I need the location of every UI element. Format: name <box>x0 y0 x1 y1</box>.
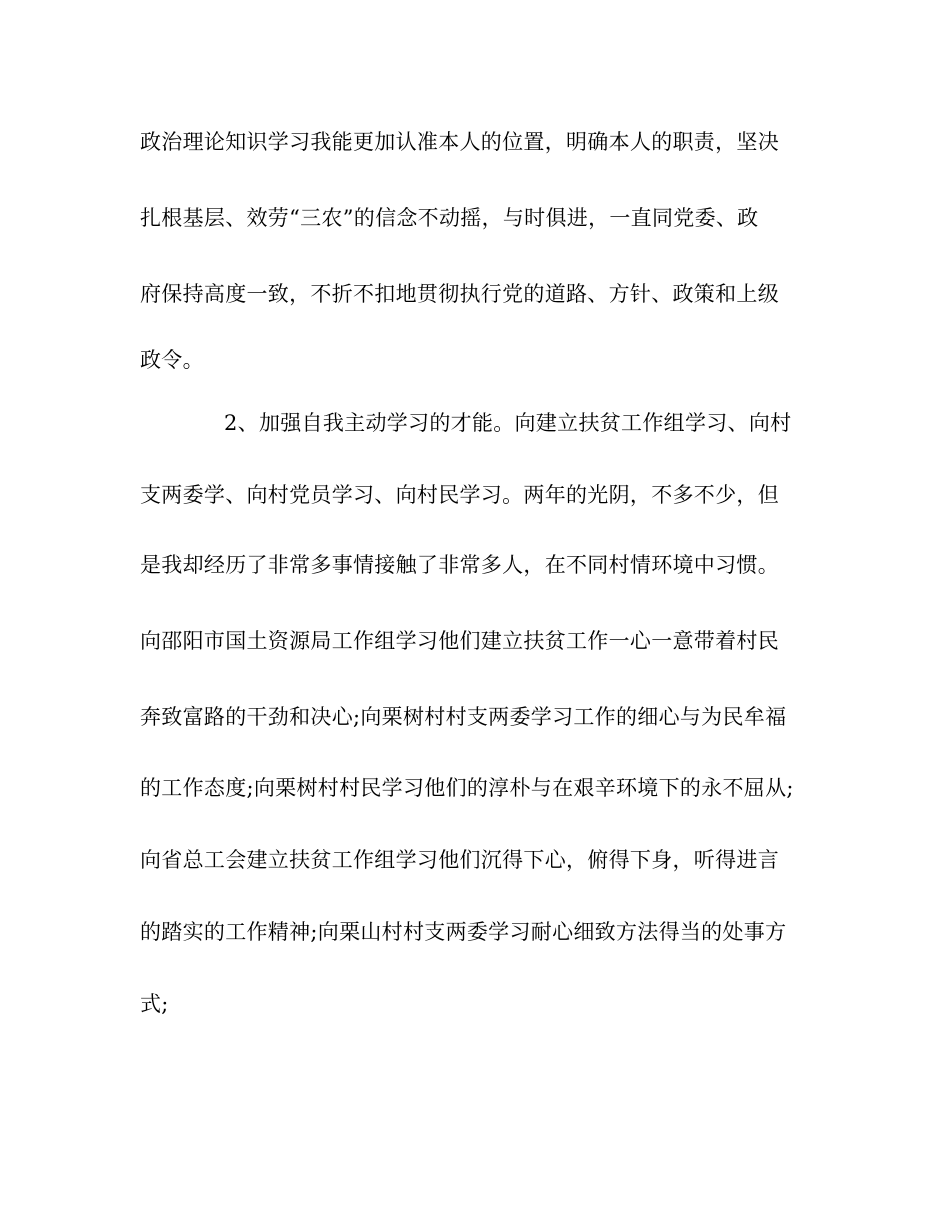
text-line-9: 奔致富路的干劲和决心;向栗树村村支两委学习工作的细心与为民牟福 <box>140 705 787 729</box>
text-line-7: 是我却经历了非常多事情接触了非常多人，在不同村情环境中习惯。 <box>140 553 779 577</box>
text-line-11: 向省总工会建立扶贫工作组学习他们沉得下心，俯得下身，听得进言 <box>140 848 779 872</box>
paragraph-2-first-line: 2、加强自我主动学习的才能。向建立扶贫工作组学习、向村 <box>224 411 792 435</box>
text-line-1: 政治理论知识学习我能更加认准本人的位置，明确本人的职责，坚决 <box>140 130 779 154</box>
text-line-3: 府保持高度一致，不折不扣地贯彻执行党的道路、方针、政策和上级 <box>140 282 779 306</box>
text-line-8: 向邵阳市国土资源局工作组学习他们建立扶贫工作一心一意带着村民 <box>140 629 779 653</box>
text-line-12: 的踏实的工作精神;向栗山村村支两委学习耐心细致方法得当的处事方 <box>140 920 787 944</box>
text-line-10: 的工作态度;向栗树村村民学习他们的淳朴与在艰辛环境下的永不屈从; <box>140 776 794 800</box>
text-line-2: 扎根基层、效劳“三农”的信念不动摇，与时俱进，一直同党委、政 <box>140 206 759 230</box>
text-line-4: 政令。 <box>140 348 204 372</box>
text-line-13: 式; <box>140 992 169 1016</box>
text-line-6: 支两委学、向村党员学习、向村民学习。两年的光阴，不多不少，但 <box>140 483 779 507</box>
